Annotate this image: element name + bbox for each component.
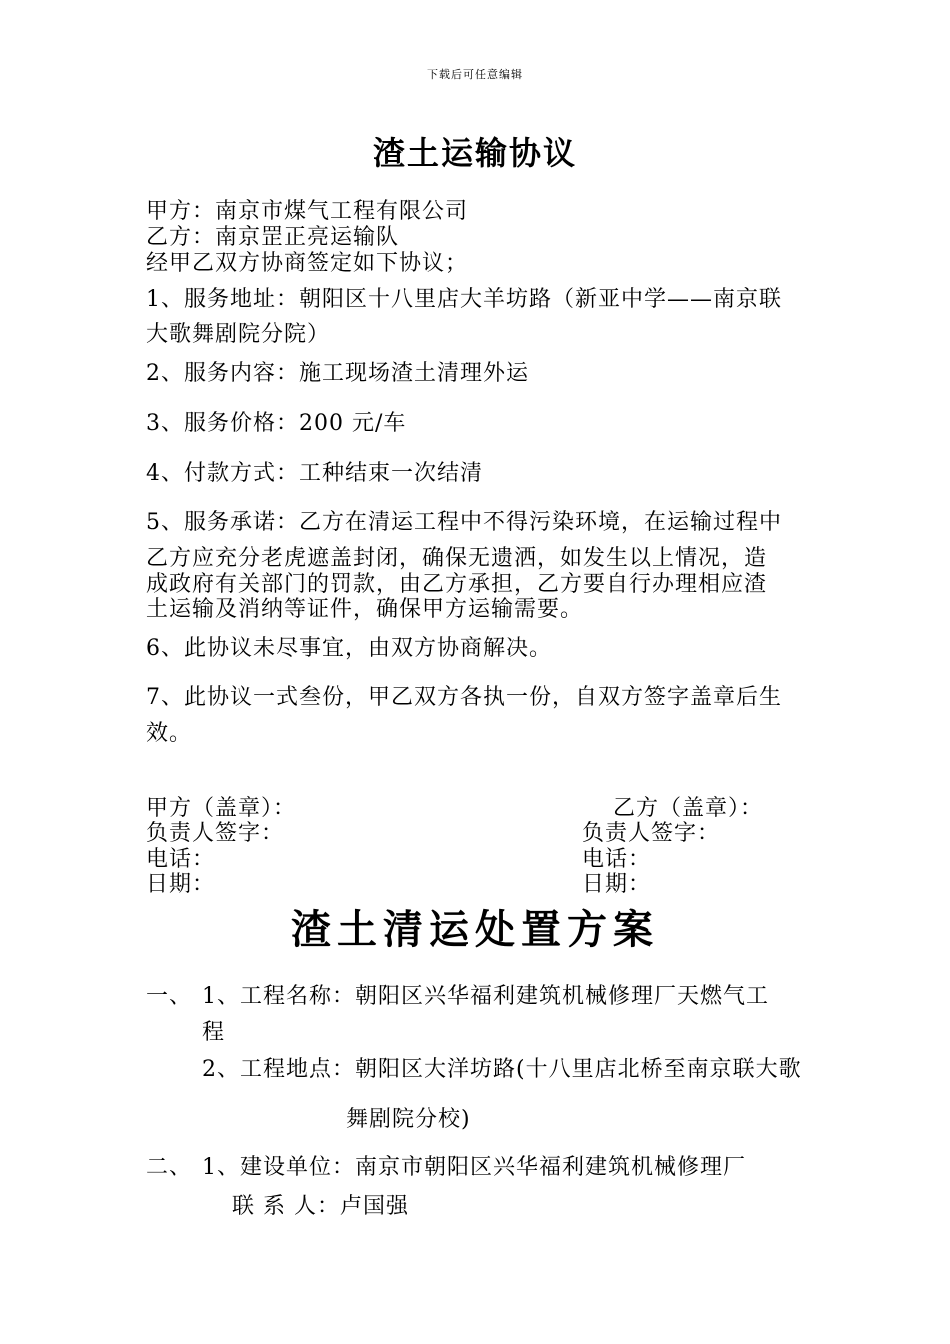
plan-title: 渣土清运处置方案 xyxy=(291,906,659,953)
clause-5-line-1: 5、服务承诺：乙方在清运工程中不得污染环境，在运输过程中 xyxy=(146,510,782,535)
party-b-seal-label: 乙方（盖章）： xyxy=(613,796,764,821)
header-note: 下载后可任意编辑 xyxy=(427,68,523,81)
party-a-seal-label: 甲方（盖章）： xyxy=(146,796,297,821)
clause-5-line-4: 土运输及消纳等证件，确保甲方运输需要。 xyxy=(146,597,584,622)
section-1-item-2-line-1: 2、工程地点：朝阳区大洋坊路(十八里店北桥至南京联大歌 xyxy=(202,1057,802,1082)
party-b-line: 乙方：南京罡正亮运输队 xyxy=(146,225,400,250)
section-2-number: 二、 xyxy=(146,1155,193,1180)
party-a-date-label: 日期： xyxy=(146,872,216,897)
clause-3: 3、服务价格：200 元/车 xyxy=(146,411,407,436)
party-a-signature-label: 负责人签字： xyxy=(146,821,285,846)
party-b-date-label: 日期： xyxy=(582,872,652,897)
clause-2: 2、服务内容：施工现场渣土清理外运 xyxy=(146,361,529,386)
section-2-item-1: 1、建设单位：南京市朝阳区兴华福利建筑机械修理厂 xyxy=(202,1155,746,1180)
clause-1-line-1: 1、服务地址：朝阳区十八里店大羊坊路（新亚中学——南京联 xyxy=(146,287,782,312)
party-a-line: 甲方：南京市煤气工程有限公司 xyxy=(146,199,469,224)
clause-5-line-3: 成政府有关部门的罚款，由乙方承担，乙方要自行办理相应渣 xyxy=(146,572,768,597)
section-2-contact: 联 系 人：卢国强 xyxy=(232,1194,409,1219)
clause-4: 4、付款方式：工种结束一次结清 xyxy=(146,461,483,486)
section-1-item-1-line-2: 程 xyxy=(202,1020,226,1045)
section-1-item-2-line-2: 舞剧院分校) xyxy=(346,1107,471,1132)
clause-1-line-2: 大歌舞剧院分院） xyxy=(146,322,331,347)
agreement-title: 渣土运输协议 xyxy=(372,134,577,172)
section-1-number: 一、 xyxy=(146,984,193,1009)
party-b-phone-label: 电话： xyxy=(582,847,652,872)
clause-6: 6、此协议未尽事宜，由双方协商解决。 xyxy=(146,636,552,661)
agreement-intro: 经甲乙双方协商签定如下协议； xyxy=(146,251,469,276)
clause-7-line-1: 7、此协议一式叁份，甲乙双方各执一份，自双方签字盖章后生 xyxy=(146,685,782,710)
section-1-item-1-line-1: 1、工程名称：朝阳区兴华福利建筑机械修理厂天燃气工 xyxy=(202,984,769,1009)
clause-5-line-2: 乙方应充分老虎遮盖封闭，确保无遗洒，如发生以上情况，造 xyxy=(146,546,768,571)
clause-7-line-2: 效。 xyxy=(146,721,193,746)
party-a-phone-label: 电话： xyxy=(146,847,216,872)
party-b-signature-label: 负责人签字： xyxy=(582,821,721,846)
